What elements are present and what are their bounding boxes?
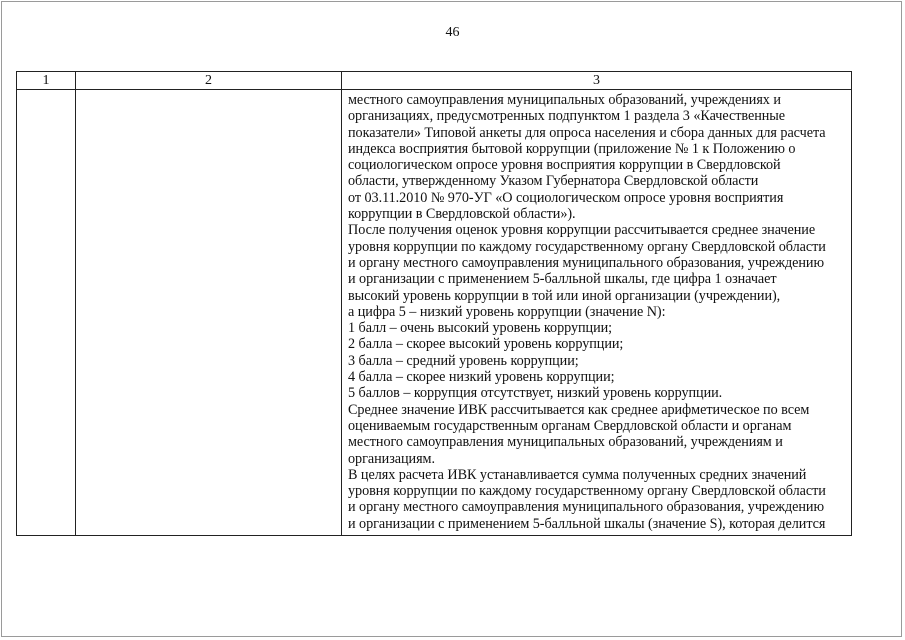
text-line: социологическом опросе уровня восприятия коррупции в Свердловской <box>348 157 781 174</box>
column-header-1: 1 <box>17 72 76 90</box>
text-line: В целях расчета ИВК устанавливается сумма полученных средних значений <box>348 466 807 483</box>
text-line: и органу местного самоуправления муниципального образования, учреждению <box>348 499 825 516</box>
text-line: местного самоуправления муниципальных образований, учреждениях и <box>348 92 781 108</box>
text-line: уровня коррупции по каждому государственному органу Свердловской области <box>348 238 826 255</box>
text-line: показатели» Типовой анкеты для опроса населения и сбора данных для расчета <box>348 124 826 141</box>
column-header-2: 2 <box>76 72 342 90</box>
text-line: Среднее значение ИВК рассчитывается как среднее арифметическое по всем <box>348 401 810 418</box>
text-line: а цифра 5 – низкий уровень коррупции (значение N): <box>348 303 666 320</box>
text-line: 4 балла – скорее низкий уровень коррупции; <box>348 369 615 386</box>
column-1-cell <box>17 90 76 536</box>
text-line: высокий уровень коррупции в той или иной организации (учреждении), <box>348 287 781 304</box>
text-line: 3 балла – средний уровень коррупции; <box>348 352 579 369</box>
text-line: и организации с применением 5-балльной шкалы, где цифра 1 означает <box>348 271 777 288</box>
text-line: уровня коррупции по каждому государственному органу Свердловской области <box>348 483 826 500</box>
text-line: коррупции в Свердловской области»). <box>348 206 576 223</box>
text-line: и органу местного самоуправления муниципального образования, учреждению <box>348 254 825 271</box>
text-line: организациям. <box>348 450 435 467</box>
column-header-3: 3 <box>342 72 852 90</box>
text-line: области, утвержденному Указом Губернатора Свердловской области <box>348 173 759 190</box>
document-table <box>16 71 852 536</box>
column-2-cell <box>76 90 342 536</box>
text-line: и организации с применением 5-балльной шкалы (значение S), которая делится <box>348 515 826 532</box>
table-header-row <box>17 72 852 90</box>
text-line: После получения оценок уровня коррупции рассчитывается среднее значение <box>348 222 816 239</box>
page-number: 46 <box>445 25 460 40</box>
text-line: 5 баллов – коррупция отсутствует, низкий уровень коррупции. <box>348 385 723 402</box>
text-line: организациях, предусмотренных подпунктом 1 раздела 3 «Качественные <box>348 108 786 125</box>
text-line: индекса восприятия бытовой коррупции (приложение № 1 к Положению о <box>348 140 796 157</box>
column-3-cell <box>342 90 852 536</box>
text-line: 1 балл – очень высокий уровень коррупции; <box>348 320 613 337</box>
text-line: оцениваемым государственным органам Свердловской области и органам <box>348 417 792 434</box>
text-line: местного самоуправления муниципальных образований, учреждениям и <box>348 434 783 451</box>
table-body-row <box>17 90 852 536</box>
text-line: от 03.11.2010 № 970-УГ «О социологическом опросе уровня восприятия <box>348 189 784 206</box>
text-line: 2 балла – скорее высокий уровень коррупции; <box>348 336 624 353</box>
